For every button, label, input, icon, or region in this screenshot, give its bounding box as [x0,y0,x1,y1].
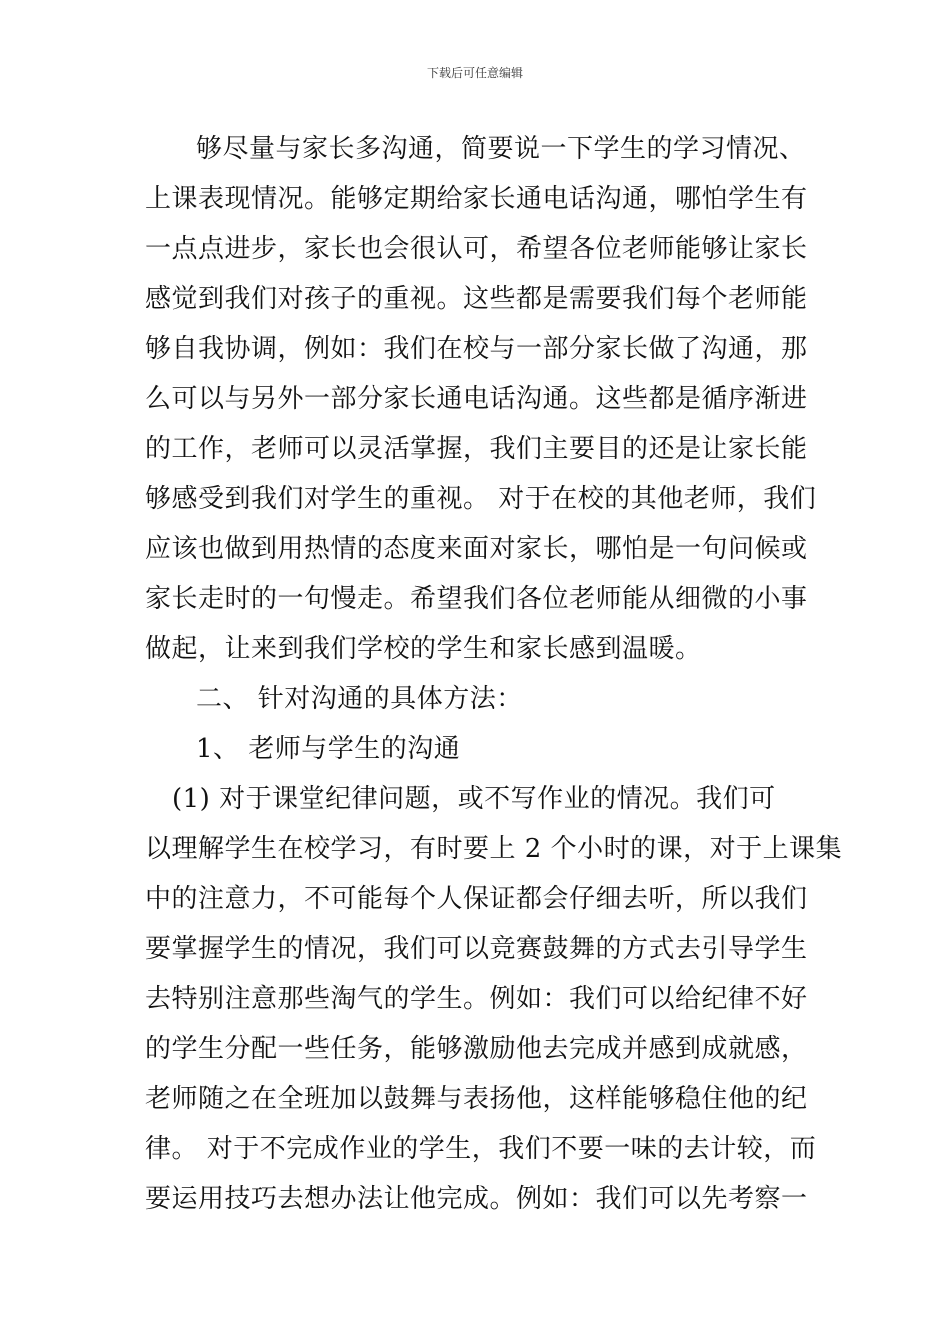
text-line-20: 老师随之在全班加以鼓舞与表扬他，这样能够稳住他的纪 [145,1084,808,1114]
text-line-2: 上课表现情况。能够定期给家长通电话沟通，哪怕学生有 [145,184,808,214]
text-line-18: 去特别注意那些淘气的学生。例如：我们可以给纪律不好 [145,984,808,1014]
text-line-16: 中的注意力，不可能每个人保证都会仔细去听，所以我们 [145,884,808,914]
text-line-11: 做起，让来到我们学校的学生和家长感到温暖。 [145,634,702,664]
text-line-21: 律。 对于不完成作业的学生，我们不要一味的去计较，而 [145,1134,817,1164]
text-line-6: 么可以与另外一部分家长通电话沟通。这些都是循序渐进 [145,384,808,414]
text-line-1: 够尽量与家长多沟通，简要说一下学生的学习情况、 [196,134,806,164]
text-line-19: 的学生分配一些任务，能够激励他去完成并感到成就感， [145,1034,808,1064]
section-heading: 二、 针对沟通的具体方法： [196,684,523,714]
text-line-3: 一点点进步，家长也会很认可，希望各位老师能够让家长 [145,234,808,264]
subsection-heading: 1、 老师与学生的沟通 [196,734,461,764]
text-line-9: 应该也做到用热情的态度来面对家长，哪怕是一句问候或 [145,534,808,564]
text-line-10: 家长走时的一句慢走。希望我们各位老师能从细微的小事 [145,584,808,614]
text-line-22: 要运用技巧去想办法让他完成。例如：我们可以先考察一 [145,1184,808,1214]
page-header: 下载后可任意编辑 [426,66,523,80]
text-line-17: 要掌握学生的情况，我们可以竞赛鼓舞的方式去引导学生 [145,934,808,964]
text-line-15: 以理解学生在校学习，有时要上 2 个小时的课，对于上课集 [145,834,843,864]
text-line-7: 的工作，老师可以灵活掌握，我们主要目的还是让家长能 [145,434,808,464]
text-line-4: 感觉到我们对孩子的重视。这些都是需要我们每个老师能 [145,284,808,314]
text-line-8: 够感受到我们对学生的重视。 对于在校的其他老师，我们 [145,484,817,514]
text-line-5: 够自我协调，例如：我们在校与一部分家长做了沟通，那 [145,334,808,364]
text-line-14: (1) 对于课堂纪律问题，或不写作业的情况。我们可 [172,784,776,814]
